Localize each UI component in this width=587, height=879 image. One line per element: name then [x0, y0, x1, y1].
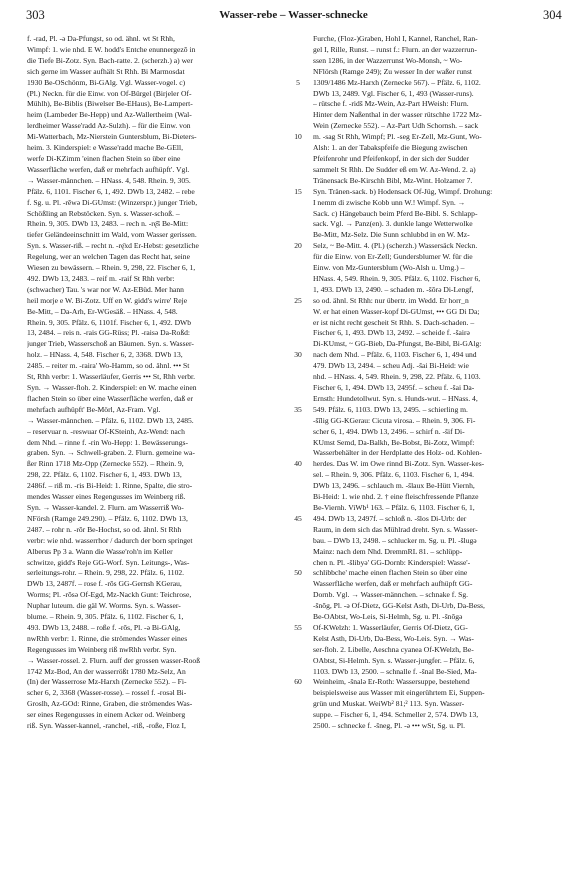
text-line: werfe Di-KZimm 'einen flachen Stein so über eine	[27, 153, 181, 163]
text-line: Syn. s. Wasser-riß. – recht n. -rę̄xd Er-Hebst: gesetzliche	[27, 241, 199, 251]
text-line: 492. DWb 13, 2483. – reif m. -raif St Rhh verbr:	[27, 273, 175, 283]
text-line: Regengusses im Weinberg riß nwRhh verbr. Syn.	[27, 644, 177, 654]
text-line: flachen Stein so über eine Wasserfläche werfen, daß er	[27, 393, 194, 403]
text-line: für die Einw. von Er-Zell; Gundersblumer W. für die	[313, 252, 473, 262]
line-number: 15	[294, 186, 302, 196]
text-line: dem Nhd. – rinne f. -rin Wo-Hepp: 1. Bewässerungs-	[27, 437, 189, 447]
text-line: serleitungs-rohr. – Rhein. 9, 298, 22. Pfälz. 6, 1102.	[27, 568, 185, 578]
text-line: – rütsche f. -ridš Mz-Wein, Az-Part HWeish: Flurn.	[313, 99, 469, 109]
text-line: Einw. von Mz-Guntersblum (Wo-Alsh u. Umg.) –	[313, 263, 465, 273]
text-line: bau. – DWb 13, 2498. – schlucker m. Sg. u. Pl. -šlugə	[313, 535, 477, 545]
text-line: er ist nicht recht gescheit St Rhh. S. Dach-schaden. –	[313, 317, 475, 327]
text-line: ser eines Regengusses in einem Acker od. Weinberg	[27, 710, 186, 720]
text-line: heim (Lambeder Be-Hepp) und Az-Wallertheim (Wal-	[27, 110, 192, 120]
running-head: Wasser-rebe – Wasser-schnecke	[219, 9, 368, 21]
text-line: Wasserfläche werfen, daß er mehrfach aufhüpft'. Vgl.	[27, 164, 190, 174]
text-line: Wiesen zu bewässern. – Rhein. 9, 298, 22. Fischer 6, 1,	[27, 263, 196, 273]
text-line: Rhein. 9, 305. Pfälz. 6, 1101f. Fischer 6, 1, 492. DWb	[27, 317, 192, 327]
page-header	[0, 8, 587, 26]
text-line: Weinheim, -šnalə Er-Roth: Wassersuppe, bestehend	[313, 677, 470, 687]
text-line: Regelung, wer an welchen Tagen das Recht hat, seine	[27, 252, 190, 262]
text-line: OAbtst, Si-Helmh. Syn. s. Wasser-jungfer. – Pfälz. 6,	[313, 655, 475, 665]
text-line: ßer Rinn 1718 Mz-Opp (Zernecke 552). – Rhein. 9,	[27, 459, 184, 469]
text-line: 298, 22. Pfälz. 6, 1102. Fischer 6, 1, 493. DWb 13,	[27, 470, 182, 480]
text-line: I nemm di zwische Kobb unn W.! Wimpf. Syn. →	[313, 197, 466, 207]
text-line: herdes. Das W. im Owe rinnd Bi-Zotz. Syn. Wasser-kes-	[313, 459, 485, 469]
text-line: Raum, in dem sich das Mühlrad dreht. Syn. s. Wasser-	[313, 524, 478, 534]
line-number: 5	[296, 77, 300, 87]
text-line: gel I, Rille, Runst. – runst f.: Flurn. an der wazzerrun-	[313, 44, 477, 54]
text-line: Be-Mitt, – Da-Arh, Er-WGesäß. – HNass. 4, 548.	[27, 306, 178, 316]
text-line: Mühlh), Be-Biblis (Biwelser Be-EHaus), Be-Lampert-	[27, 99, 193, 109]
text-line: schlibbche' mache einen flachen Stein so über eine	[313, 568, 468, 578]
text-line: Syn. → Wasser-kandel. 2. Flurn. am Wasserriß Wo-	[27, 502, 184, 512]
text-line: junger Trieb, Wasserschoß an Bäumen. Syn. s. Wasser-	[27, 339, 194, 349]
text-line: NFlörsh (Ramge 249); Zu wesser In der waßer runst	[313, 66, 473, 76]
text-line: suppe. – Fischer 6, 1, 494. Schmeller 2, 574. DWb 13,	[313, 710, 479, 720]
text-line: Wasserfläche werfen, daß er mehrfach aufhüpft GG-	[313, 579, 473, 589]
text-line: Of-KWelzh: 1. Wasserläufer, Gerris Of-Dietz, GG-	[313, 622, 468, 632]
text-line: KUmst Semd, Da-Balkh, Be-Bobst, Bi-Zotz, Wimpf:	[313, 437, 475, 447]
line-number: 60	[294, 677, 302, 687]
text-line: Kelst Asth, Di-Urb, Da-Bess, Wo-Leis. Syn. → Was-	[313, 633, 474, 643]
line-number: 25	[294, 295, 302, 305]
text-line: sack. Vgl. → Panz(en). 3. dunkle lange Wetterwolke	[313, 219, 473, 229]
text-line: Dornb. Vgl. → Wasser-männchen. – schnake f. Sg.	[313, 590, 469, 600]
text-line: m. -sag St Rhh, Wimpf; Pl. -seg Er-Zell, Mz-Gunt, Wo-	[313, 132, 482, 142]
text-line: Mainz: nach dem Nhd. DremmRL 81. – schlüpp-	[313, 546, 463, 556]
text-line: sammelt St Rhh. De Sudder eß em W. Az-Wend. 2. a)	[313, 164, 476, 174]
text-line: Furche, (Floz-)Graben, Hohl I, Kannel, Ranchel, Ran-	[313, 34, 478, 43]
text-line: ssen 1286, in der Wazzerrunst Wo-Monsh, ~ Wo-	[313, 55, 463, 65]
text-line: sel. – Rhein. 9, 306. Pfälz. 6, 1103. Fischer 6, 1, 494.	[313, 470, 475, 480]
text-line: die Tiefe Bi-Zotz. Syn. Bach-ratte. 2. (scherzh.) a) wer	[27, 55, 193, 65]
text-line: verbr: wie nhd. wasserrhor / dadurch der born springet	[27, 535, 193, 545]
text-line: → Wasser-männchen. – Pfälz. 6, 1102. DWb 13, 2485.	[27, 415, 194, 425]
text-line: – reservuar n. -reswuar Of-KSteinh, Az-Wend: nach	[27, 426, 185, 436]
left-column	[27, 34, 289, 732]
text-line: tiefer Geländeeinschnitt im Wald, vom Wasser gerissen.	[27, 230, 197, 240]
text-line: HNass. 4, 549. Rhein. 9, 305. Pfälz. 6, 1102. Fischer 6,	[313, 273, 481, 283]
text-line: blume. – Rhein. 9, 305. Pfälz. 6, 1102. Fischer 6, 1,	[27, 612, 184, 622]
text-line: Mi-Watterbach, Mz-Nierstein Guntersblum, Bi-Dieters-	[27, 132, 197, 142]
text-line: 1, 493. DWb 13, 2490. – schaden m. -šōrə Di-Lengf,	[313, 284, 474, 294]
text-line: St, Rhh verbr: 1. Wasserläufer, Gerris ••• St, Rhh verbr.	[27, 372, 196, 382]
text-line: riß. Syn. Wasser-kannel, -ranchel, -riß, -roße, Floz I,	[27, 721, 186, 731]
text-line: Fischer 6, 1, 493. DWb 13, 2492. – scheide f. -šairə	[313, 328, 470, 338]
text-line: DWb 13, 2487f. – rose f. -rōs GG-Gernsh KGerau,	[27, 579, 182, 589]
line-number: 45	[294, 513, 302, 523]
text-line: lerdheimer Wasse'radd Az-Sulzh). – für die Einw. von	[27, 121, 191, 131]
text-line: Be-Viernh. ViWb¹ 163. – Pfälz. 6, 1103. Fischer 6, 1,	[313, 502, 475, 512]
text-line: -šnōg, Pl. -ə Of-Dietz, GG-Kelst Asth, Di-Urb, Da-Bess,	[313, 601, 485, 611]
text-line: holz. – HNass. 4, 548. Fischer 6, 2, 3368. DWb 13,	[27, 350, 183, 360]
text-line: 2487. – rohr n. -rōr Be-Hochst, so od. ähnl. St Rhh	[27, 524, 182, 534]
text-line: 2500. – schnecke f. -šneg, Pl. -ə ••• wSt, Sg. u. Pl.	[313, 721, 466, 731]
text-line: schwitze, gidd's Reje GG-Worf. Syn. Leitungs-, Was-	[27, 557, 190, 567]
text-line: Wasserbehälter in der Herdplatte des Holz- od. Kohlen-	[313, 448, 482, 458]
text-line: 479. DWb 13, 2494. – scheu Adj. -šai Bi-Heid: wie	[313, 361, 469, 371]
text-line: Wein (Zernecke 552). – Az-Part Udh Schornsh. – sack	[313, 121, 479, 131]
line-number: 35	[294, 404, 302, 414]
text-line: f. -rad, Pl. -ə Da-Pfungst, so od. ähnl. wt St Rhh,	[27, 34, 175, 43]
text-line: graben. Syn. → Schwell-graben. 2. Flurn. gemeine wa-	[27, 448, 195, 458]
text-line: nwRhh verbr: 1. Rinne, die strömendes Wasser eines	[27, 633, 188, 643]
text-line: → Wasser-männchen. – HNass. 4, 548. Rhein. 9, 305.	[27, 175, 191, 185]
text-line: Fischer 6, 1, 494. DWb 13, 2495f. – scheu f. -šai Da-	[313, 383, 475, 392]
text-line: 1742 Mz-Bod, An der wasserrößt 1780 Mz-Selz, An	[27, 666, 186, 676]
text-line: so od. ähnl. St Rhh: nur übertr. im Wedd. Er horr_n	[313, 295, 469, 305]
text-line: Syn. → Wasser-floh. 2. Kinderspiel: en W. mache einen	[27, 383, 197, 392]
text-line: f. Sg. u. Pl. -rēwə Di-GUmst: (Winzerspr.) junger Trieb,	[27, 197, 198, 207]
right-column	[313, 34, 575, 732]
line-number: 30	[294, 350, 302, 360]
text-line: Groslh, Az-GOd: Rinne, Graben, die strömendes Was-	[27, 699, 193, 709]
text-line: nhd. – HNass. 4, 549. Rhein. 9, 298, 22. Pfälz. 6, 1103.	[313, 372, 481, 382]
text-line: mendes Wasser eines Regengusses im Weinberg riß.	[27, 492, 186, 502]
text-line: Alberus Pp 3 a. Wann die Wasse'roh'n im Keller	[27, 546, 173, 556]
text-line: Worms; Pl. -rōsə Of-Egd, Mz-Nackh Gunt: Teichrose,	[27, 590, 192, 600]
text-line: mehrfach aufhüpft' Be-Mörl, Az-Fram. Vgl.	[27, 404, 161, 414]
text-line: DWb 13, 2496. – schlauch m. -šlaux Be-Hütt Viernh,	[313, 481, 475, 491]
text-line: Di-KUmst, ~ GG-Bieb, Da-Pfungst, Be-Bibl, Bi-GAlg:	[313, 339, 482, 349]
line-number: 40	[294, 459, 302, 469]
text-line: grün und Muskat. WeiWb² 81;² 113. Syn. Wasser-	[313, 699, 465, 709]
text-line: NFörsh (Ramge 249.290). – Pfälz. 6, 1102. DWb 13,	[27, 513, 188, 523]
text-line: (Pl.) Neckn. für die Einw. von Of-Bürgel (Birjeler Of-	[27, 88, 192, 98]
line-number: 50	[294, 568, 302, 578]
text-line: Selz, ~ Be-Mitt. 4. (Pl.) (scherzh.) Wassersäck Neckn.	[313, 241, 478, 251]
text-line: 2486f. – riß m. -ris Bi-Heid: 1. Rinne, Spalte, die stro-	[27, 481, 193, 491]
text-line: Pfälz. 6, 1101. Fischer 6, 1, 492. DWb 13, 2482. – rebe	[27, 186, 195, 196]
text-line: 1103. DWb 13, 2500. – schnalle f. -šnal Be-Sied, Ma-	[313, 666, 477, 676]
text-line: W. er hat einen Wasser-kopf Di-GUmst, ••• GG Di Da;	[313, 306, 480, 316]
text-line: 2485. – reiter m. -raira' Wo-Hamm, so od. ähnl. ••• St	[27, 361, 190, 371]
text-line: (schwacher) Tau. 's war nor W. Az-EBüd. Mer hann	[27, 284, 184, 294]
text-line: 13, 2484. – reis n. -rais GG-Rüss; Pl. -raisə Da-Roßd:	[27, 328, 191, 338]
text-line: Tränensack Be-Kirschh Bibl, Mz-Wint. Holzamer 7.	[313, 175, 473, 185]
line-number: 55	[294, 622, 302, 632]
text-line: Ernsth: Hundetollwut. Syn. s. Hunds-wut. – HNass. 4,	[313, 393, 478, 403]
text-line: 1930 Be-OSchönm, Bi-GAlg. Vgl. Wasser-vogel. c)	[27, 77, 186, 87]
text-line: scher 6, 2, 3368 (Wasser-rosse). – rossel f. -rosəl Bi-	[27, 688, 187, 698]
text-line: DWb 13, 2489. Vgl. Fischer 6, 1, 493 (Wasser-runs).	[313, 88, 474, 98]
page-number-right: 304	[543, 8, 562, 22]
text-line: scher 6, 1, 494. DWb 13, 2496. – schirf n. -šif Di-	[313, 426, 465, 436]
text-line: beispielsweise aus Wasser mit eingerührtem Ei, Suppen-	[313, 688, 485, 698]
text-line: Rhein. 9, 305. DWb 13, 2483. – rech n. -rę̄š Be-Mitt:	[27, 219, 189, 229]
line-number: 10	[294, 132, 302, 142]
text-line: 1309/1486 Mz-Harxh (Zernecke 567). – Pfälz. 6, 1102.	[313, 77, 481, 87]
text-line: Hinter dem Naßenthal in der wasser rütschhe 1722 Mz-	[313, 110, 482, 120]
text-line: Wimpf: 1. wie nhd. E W. hodd's Entche enunnergezō in	[27, 44, 196, 54]
text-line: -šīlig GG-KGerau: Cicuta virosa. – Rhein. 9, 306. Fi-	[313, 415, 476, 425]
text-line: sich gerne im Wasser aufhält St Rhh. Bi Marmosdat	[27, 66, 185, 76]
text-line: → Wasser-rossel. 2. Flurn. auff der grossen wasser-Rooß	[27, 655, 201, 665]
text-line: Alsh: 1. an der Tabakspfeife die Biegung zwischen	[313, 143, 468, 153]
text-line: Syn. Tränen-sack. b) Hodensack Of-Jüg, Wimpf. Drohung:	[313, 186, 493, 196]
text-line: 549. Pfälz. 6, 1103. DWb 13, 2495. – schierling m.	[313, 404, 468, 414]
text-line: Sack. c) Hängebauch beim Pferd Be-Bibl. S. Schlapp-	[313, 208, 478, 218]
text-line: chen n. Pl. -šlibyə' GG-Dornb: Kinderspiel: Wasse'-	[313, 557, 471, 567]
text-line: nach dem Nhd. – Pfälz. 6, 1103. Fischer 6, 1, 494 und	[313, 350, 477, 360]
text-line: Bi-Heid: 1. wie nhd. 2. † eine fleischfressende Pflanze	[313, 492, 479, 502]
text-line: 493. DWb 13, 2488. – roße f. -rōs, Pl. -ə Bi-GAlg,	[27, 622, 181, 632]
text-line: Pfeifenrohr und Pfeifenkopf, in der sich der Sudder	[313, 153, 470, 163]
line-number: 20	[294, 241, 302, 251]
text-line: Schößling an Rebstöcken. Syn. s. Wasser-schoß. –	[27, 208, 180, 218]
text-line: heil morje e W. Bi-Zotz. Uff en W. gidd's wirre' Reje	[27, 295, 188, 305]
text-line: Nuphar luteum. die gäl W. Worms. Syn. s. Wasser-	[27, 601, 181, 611]
page-number-left: 303	[26, 8, 45, 22]
text-line: 494. DWb 13, 2497f. – schloß n. -šlos Di-Urb: der	[313, 513, 467, 523]
text-line: (In) der Wasserrose Mz-Harxh (Zernecke 552). – Fi-	[27, 677, 187, 687]
text-line: Be-Mitt, Mz-Selz. Die Sunn schlubbd in en W. Mz-	[313, 230, 470, 240]
text-line: Be-OAbtst, Wo-Leis, Si-Helmh, Sg. u. Pl. -šnōgə	[313, 612, 463, 622]
text-line: ser-floh. 2. Libelle, Aeschna cyanea Of-KWelzh, Be-	[313, 644, 474, 654]
text-line: heim. 3. Kinderspiel: e Wasse'radd mache Be-GEll,	[27, 143, 184, 153]
